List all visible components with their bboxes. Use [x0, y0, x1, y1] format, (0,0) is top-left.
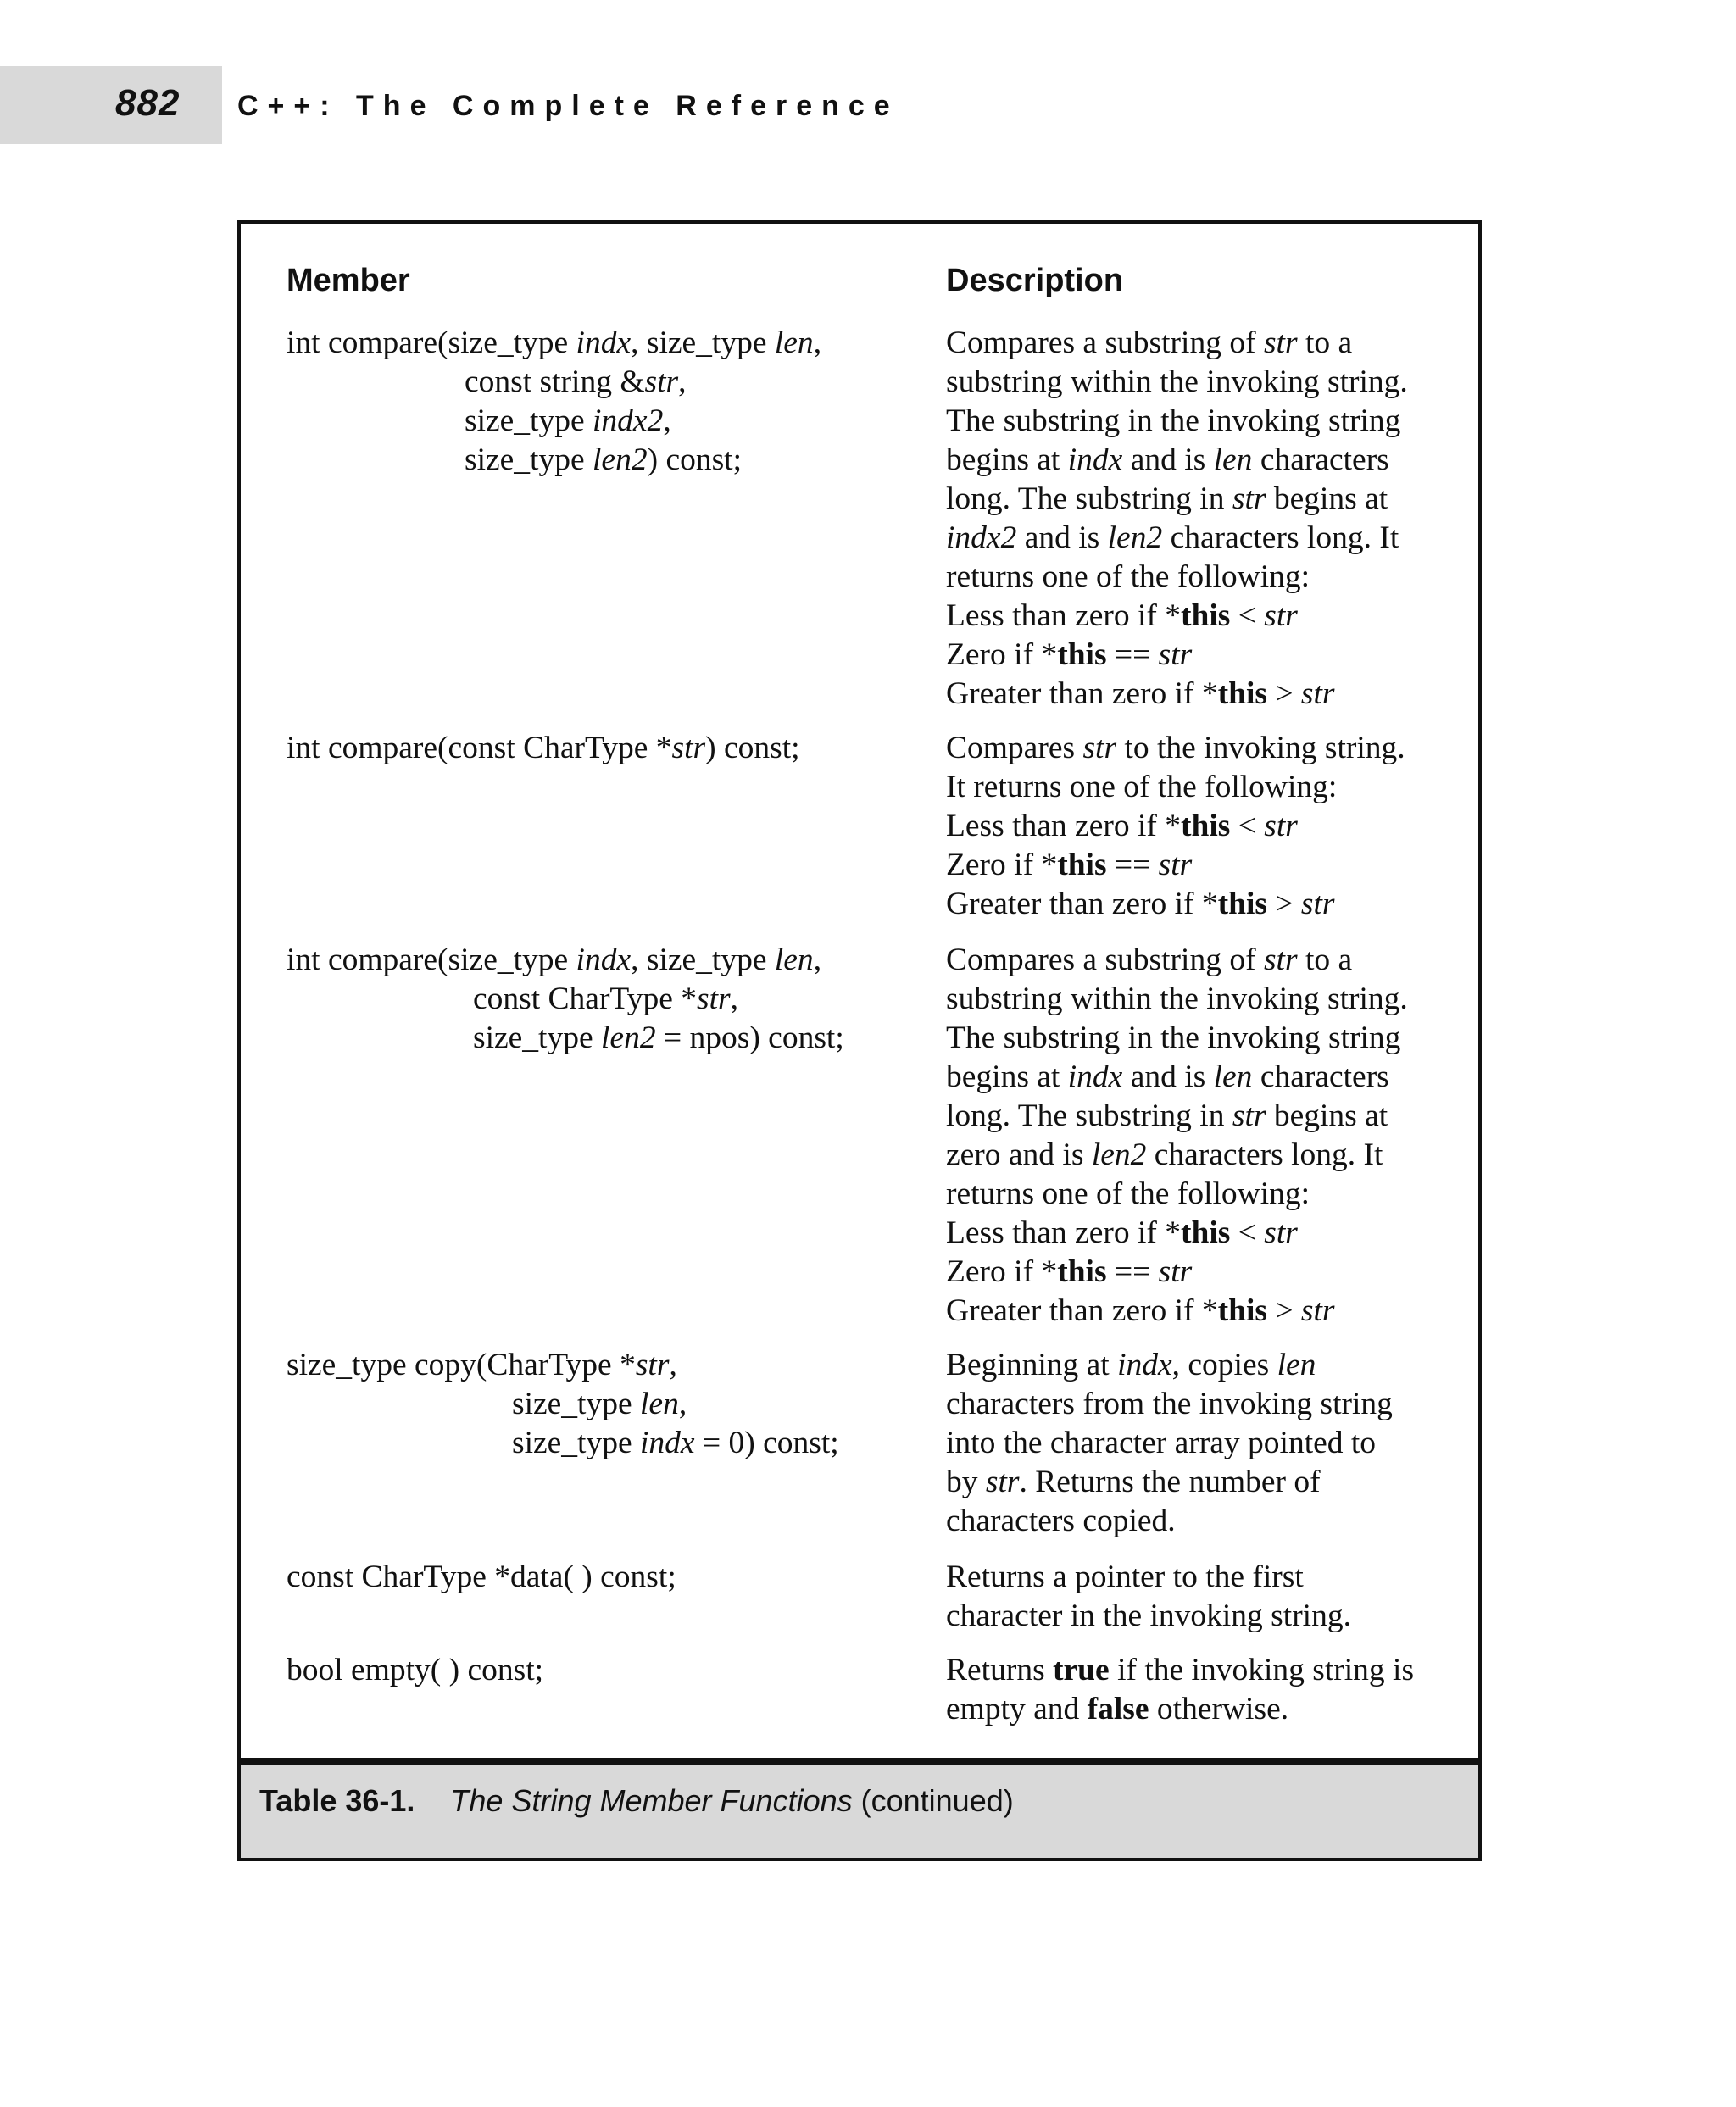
description-line: Beginning at indx, copies len [946, 1348, 1316, 1382]
folio-box [0, 66, 222, 144]
member-description [946, 941, 1408, 1331]
member-signature [287, 1651, 543, 1690]
table-caption-bar [241, 1758, 1478, 1858]
member-description [946, 1558, 1351, 1636]
description-line: into the character array pointed to [946, 1426, 1377, 1460]
member-signature [287, 729, 800, 768]
description-line: substring within the invoking string. [946, 364, 1408, 399]
description-line: Greater than zero if *this > str [946, 676, 1335, 711]
description-line: by str. Returns the number of [946, 1465, 1321, 1499]
table-continued-label: (continued) [860, 1783, 1014, 1818]
description-line: It returns one of the following: [946, 770, 1338, 804]
member-description [946, 1651, 1414, 1729]
table-caption [259, 1783, 1014, 1819]
member-line: size_type copy(CharType *str, [287, 1348, 677, 1382]
page-number: 882 [115, 82, 181, 124]
member-line: size_type len2 = npos) const; [473, 1020, 844, 1055]
member-line: const string &str, [465, 364, 687, 399]
description-line: long. The substring in str begins at [946, 1098, 1388, 1133]
description-line: Less than zero if *this < str [946, 1215, 1298, 1250]
description-line: character in the invoking string. [946, 1598, 1351, 1633]
description-line: Compares a substring of str to a [946, 325, 1353, 360]
member-line: const CharType *str, [473, 981, 738, 1016]
member-description [946, 324, 1408, 714]
column-header-member: Member [287, 263, 410, 298]
table-title: The String Member Functions [450, 1783, 853, 1818]
member-signature [287, 1558, 676, 1597]
description-line: Less than zero if *this < str [946, 809, 1298, 843]
description-line: The substring in the invoking string [946, 1020, 1401, 1055]
member-line: int compare(size_type indx, size_type len, [287, 325, 822, 360]
description-line: Greater than zero if *this > str [946, 887, 1335, 921]
description-line: Returns a pointer to the first [946, 1559, 1304, 1594]
member-line: bool empty( ) const; [287, 1653, 544, 1687]
member-line: size_type len2) const; [465, 442, 743, 477]
description-line: Zero if *this == str [946, 848, 1193, 882]
running-head: C++: The Complete Reference [237, 90, 899, 122]
column-header-description: Description [946, 263, 1124, 298]
member-line: int compare(size_type indx, size_type len, [287, 942, 822, 977]
description-line: indx2 and is len2 characters long. It [946, 520, 1399, 555]
member-signature [287, 941, 844, 1058]
description-line: Zero if *this == str [946, 637, 1193, 672]
member-line: const CharType *data( ) const; [287, 1559, 676, 1594]
member-description [946, 1346, 1393, 1541]
description-line: Compares a substring of str to a [946, 942, 1353, 977]
table-number: Table 36-1. [259, 1783, 415, 1818]
description-line: begins at indx and is len characters [946, 442, 1389, 477]
member-line: size_type indx2, [465, 403, 671, 438]
description-line: returns one of the following: [946, 559, 1310, 594]
description-line: empty and false otherwise. [946, 1692, 1289, 1726]
description-line: The substring in the invoking string [946, 403, 1401, 438]
description-line: returns one of the following: [946, 1176, 1310, 1211]
description-line: long. The substring in str begins at [946, 481, 1388, 516]
description-line: zero and is len2 characters long. It [946, 1137, 1383, 1172]
description-line: characters from the invoking string [946, 1387, 1393, 1421]
member-description [946, 729, 1405, 924]
member-signature [287, 324, 821, 480]
description-line: Zero if *this == str [946, 1254, 1193, 1289]
member-line: size_type len, [512, 1387, 687, 1421]
description-line: Compares str to the invoking string. [946, 731, 1405, 765]
description-line: begins at indx and is len characters [946, 1059, 1389, 1094]
description-line: Greater than zero if *this > str [946, 1293, 1335, 1328]
member-functions-table [237, 220, 1482, 1861]
description-line: Less than zero if *this < str [946, 598, 1298, 633]
member-signature [287, 1346, 839, 1463]
description-line: substring within the invoking string. [946, 981, 1408, 1016]
member-line: int compare(const CharType *str) const; [287, 731, 800, 765]
description-line: characters copied. [946, 1504, 1176, 1538]
member-line: size_type indx = 0) const; [512, 1426, 839, 1460]
description-line: Returns true if the invoking string is [946, 1653, 1415, 1687]
